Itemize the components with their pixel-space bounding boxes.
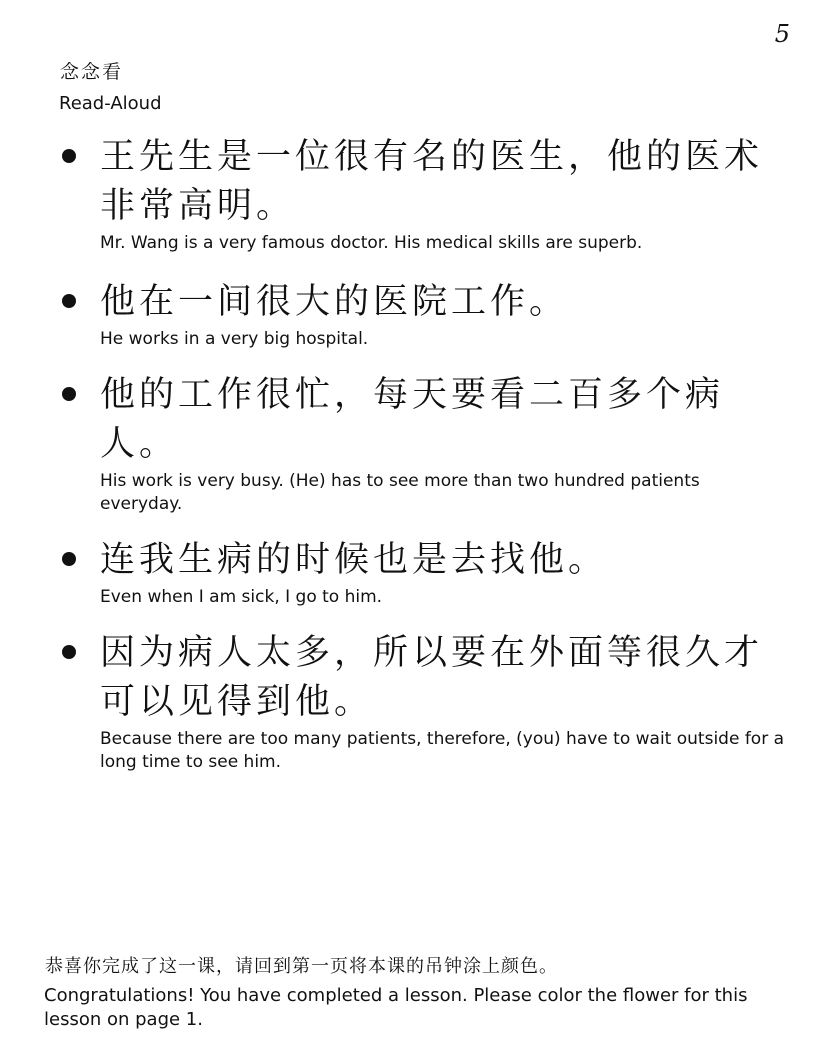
sentence-chinese: 他在一间很大的医院工作。 xyxy=(100,282,569,322)
bullet-icon xyxy=(62,149,76,163)
sentence-english: Because there are too many patients, therefore, (you) have to wait outside for a long time to see him. xyxy=(100,729,785,772)
sentence-chinese: 他的工作很忙，每天要看二百多个病人。 xyxy=(100,375,725,464)
sentence-item xyxy=(60,629,785,774)
sentence-english: His work is very busy. (He) has to see more than two hundred patients everyday. xyxy=(100,471,700,514)
bullet-icon xyxy=(62,552,76,566)
sentence-item xyxy=(60,371,785,516)
footer-congrats-chinese: 恭喜你完成了这一课，请回到第一页将本课的吊钟涂上颜色。 xyxy=(45,956,558,977)
footer-congrats-english: Congratulations! You have completed a lesson. Please color the flower for this lesson on page 1. xyxy=(44,985,748,1030)
sentence-english: Mr. Wang is a very famous doctor. His medical skills are superb. xyxy=(100,233,643,253)
sentence-chinese: 连我生病的时候也是去找他。 xyxy=(100,540,608,580)
page-number: 5 xyxy=(774,20,790,48)
section-title-english: Read-Aloud xyxy=(59,93,162,114)
sentence-english: He works in a very big hospital. xyxy=(100,329,369,349)
section-title-chinese: 念念看 xyxy=(60,61,124,83)
bullet-icon xyxy=(62,645,76,659)
bullet-icon xyxy=(62,294,76,308)
sentence-list xyxy=(60,133,785,774)
sentence-item xyxy=(60,536,785,609)
bullet-icon xyxy=(62,387,76,401)
sentence-item xyxy=(60,133,785,255)
sentence-chinese: 王先生是一位很有名的医生，他的医术非常高明。 xyxy=(100,137,764,226)
sentence-chinese: 因为病人太多，所以要在外面等很久才可以见得到他。 xyxy=(100,633,764,722)
sentence-item xyxy=(60,278,785,351)
sentence-english: Even when I am sick, I go to him. xyxy=(100,587,383,607)
